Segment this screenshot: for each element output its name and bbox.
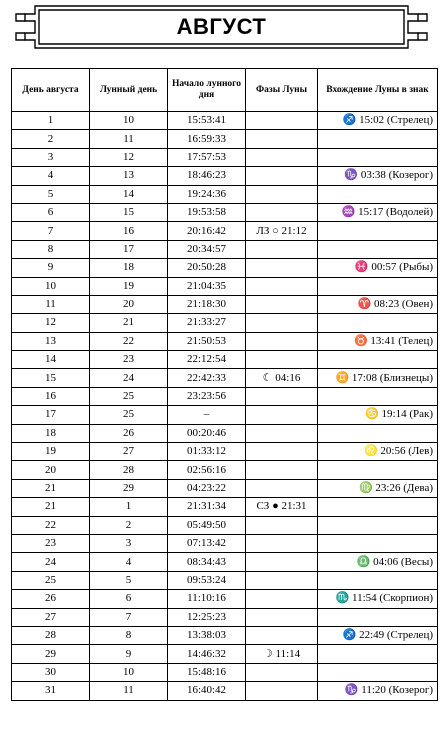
cell-start-time: 17:57:53 [168,148,246,166]
cell-sign-entry: ♑ 11:20 (Козерог) [318,682,438,700]
cell-moon-phase [246,148,318,166]
cell-day: 6 [12,203,90,221]
cell-day: 8 [12,240,90,258]
table-row [12,608,438,626]
cell-moon-phase [246,167,318,185]
cell-lunar-day: 22 [90,332,168,350]
cell-moon-phase [246,590,318,608]
cell-moon-phase [246,277,318,295]
table-row [12,498,438,516]
table-row [12,130,438,148]
cell-sign-entry [318,130,438,148]
cell-day: 1 [12,112,90,130]
table-row [12,222,438,240]
cell-sign-entry [318,424,438,442]
table-row [12,277,438,295]
cell-moon-phase [246,424,318,442]
cell-lunar-day: 2 [90,516,168,534]
table-row [12,351,438,369]
cell-lunar-day: 21 [90,314,168,332]
cell-sign-entry [318,498,438,516]
cell-moon-phase [246,203,318,221]
table-row [12,332,438,350]
cell-sign-entry: ♋ 19:14 (Рак) [318,406,438,424]
cell-day: 9 [12,259,90,277]
cell-day: 24 [12,553,90,571]
cell-sign-entry [318,314,438,332]
cell-moon-phase [246,682,318,700]
table-row [12,682,438,700]
cell-sign-entry: ♊ 17:08 (Близнецы) [318,369,438,387]
cell-sign-entry [318,461,438,479]
cell-moon-phase [246,571,318,589]
cell-day: 17 [12,406,90,424]
cell-lunar-day: 7 [90,608,168,626]
cell-lunar-day: 6 [90,590,168,608]
cell-day: 25 [12,571,90,589]
cell-sign-entry: ♎ 04:06 (Весы) [318,553,438,571]
cell-moon-phase [246,185,318,203]
table-row [12,295,438,313]
cell-day: 19 [12,443,90,461]
cell-day: 4 [12,167,90,185]
cell-sign-entry: ♒ 15:17 (Водолей) [318,203,438,221]
cell-day: 10 [12,277,90,295]
cell-day: 3 [12,148,90,166]
table-row [12,645,438,663]
cell-moon-phase [246,240,318,258]
cell-sign-entry [318,571,438,589]
cell-day: 21 [12,498,90,516]
table-row [12,479,438,497]
cell-day: 27 [12,608,90,626]
cell-day: 13 [12,332,90,350]
table-row [12,461,438,479]
cell-start-time: 07:13:42 [168,534,246,552]
cell-start-time: 12:25:23 [168,608,246,626]
table-header-row [12,69,438,112]
table-row [12,663,438,681]
cell-sign-entry [318,534,438,552]
cell-moon-phase: СЗ ● 21:31 [246,498,318,516]
cell-sign-entry: ♈ 08:23 (Овен) [318,295,438,313]
cell-day: 22 [12,516,90,534]
table-row [12,571,438,589]
cell-start-time: 20:50:28 [168,259,246,277]
cell-start-time: 22:42:33 [168,369,246,387]
cell-lunar-day: 1 [90,498,168,516]
cell-sign-entry: ♑ 03:38 (Козерог) [318,167,438,185]
cell-sign-entry [318,240,438,258]
cell-day: 2 [12,130,90,148]
cell-sign-entry [318,277,438,295]
cell-sign-entry: ♉ 13:41 (Телец) [318,332,438,350]
cell-lunar-day: 23 [90,351,168,369]
cell-start-time: 20:16:42 [168,222,246,240]
cell-lunar-day: 26 [90,424,168,442]
cell-start-time: 21:18:30 [168,295,246,313]
cell-start-time: 15:48:16 [168,663,246,681]
cell-moon-phase [246,130,318,148]
cell-day: 20 [12,461,90,479]
cell-day: 28 [12,626,90,644]
cell-sign-entry [318,387,438,405]
cell-moon-phase [246,534,318,552]
cell-lunar-day: 20 [90,295,168,313]
cell-moon-phase [246,295,318,313]
cell-lunar-day: 18 [90,259,168,277]
cell-lunar-day: 27 [90,443,168,461]
moon-calendar-table [11,68,438,701]
cell-sign-entry [318,148,438,166]
cell-start-time: 04:23:22 [168,479,246,497]
cell-sign-entry: ♓ 00:57 (Рыбы) [318,259,438,277]
cell-sign-entry [318,351,438,369]
cell-start-time: 14:46:32 [168,645,246,663]
cell-day: 30 [12,663,90,681]
cell-moon-phase [246,663,318,681]
cell-start-time: 05:49:50 [168,516,246,534]
cell-sign-entry [318,516,438,534]
cell-sign-entry [318,608,438,626]
cell-start-time: 19:24:36 [168,185,246,203]
cell-start-time: 23:23:56 [168,387,246,405]
cell-moon-phase [246,553,318,571]
cell-start-time: 15:53:41 [168,112,246,130]
table-row [12,516,438,534]
cell-moon-phase: ЛЗ ○ 21:12 [246,222,318,240]
cell-start-time: 02:56:16 [168,461,246,479]
cell-start-time: 16:59:33 [168,130,246,148]
cell-lunar-day: 11 [90,130,168,148]
cell-moon-phase [246,314,318,332]
cell-lunar-day: 13 [90,167,168,185]
cell-day: 18 [12,424,90,442]
cell-day: 29 [12,645,90,663]
header-day: День августа [12,69,90,112]
cell-start-time: 22:12:54 [168,351,246,369]
cell-day: 11 [12,295,90,313]
cell-start-time: 21:31:34 [168,498,246,516]
table-row [12,406,438,424]
cell-lunar-day: 4 [90,553,168,571]
cell-day: 31 [12,682,90,700]
table-row [12,259,438,277]
header-phase: Фазы Луны [246,69,318,112]
header-sign: Вхождение Луны в знак [318,69,438,112]
cell-moon-phase [246,479,318,497]
cell-lunar-day: 12 [90,148,168,166]
cell-start-time: 20:34:57 [168,240,246,258]
cell-lunar-day: 10 [90,112,168,130]
cell-moon-phase [246,351,318,369]
cell-lunar-day: 8 [90,626,168,644]
cell-day: 16 [12,387,90,405]
cell-sign-entry: ♐ 22:49 (Стрелец) [318,626,438,644]
table-row [12,203,438,221]
table-row [12,534,438,552]
cell-lunar-day: 28 [90,461,168,479]
cell-lunar-day: 24 [90,369,168,387]
cell-moon-phase [246,112,318,130]
cell-moon-phase [246,259,318,277]
table-row [12,167,438,185]
table-row [12,424,438,442]
cell-start-time: 08:34:43 [168,553,246,571]
cell-moon-phase [246,626,318,644]
cell-lunar-day: 10 [90,663,168,681]
cell-start-time: 18:46:23 [168,167,246,185]
cell-lunar-day: 11 [90,682,168,700]
cell-lunar-day: 15 [90,203,168,221]
table-row [12,626,438,644]
table-row [12,369,438,387]
cell-start-time: 16:40:42 [168,682,246,700]
cell-sign-entry: ♌ 20:56 (Лев) [318,443,438,461]
cell-start-time: 11:10:16 [168,590,246,608]
cell-start-time: 09:53:24 [168,571,246,589]
cell-start-time: 21:04:35 [168,277,246,295]
cell-moon-phase: ☽ 11:14 [246,645,318,663]
cell-moon-phase [246,516,318,534]
table-row [12,240,438,258]
cell-moon-phase: ☾ 04:16 [246,369,318,387]
cell-moon-phase [246,332,318,350]
table-row [12,590,438,608]
cell-lunar-day: 5 [90,571,168,589]
cell-start-time: 00:20:46 [168,424,246,442]
cell-lunar-day: 14 [90,185,168,203]
cell-sign-entry: ♏ 11:54 (Скорпион) [318,590,438,608]
cell-moon-phase [246,461,318,479]
cell-start-time: 21:33:27 [168,314,246,332]
cell-day: 7 [12,222,90,240]
cell-day: 23 [12,534,90,552]
cell-day: 15 [12,369,90,387]
cell-sign-entry [318,663,438,681]
cell-moon-phase [246,387,318,405]
header-lunar-day: Лунный день [90,69,168,112]
cell-lunar-day: 25 [90,406,168,424]
title-banner [13,4,430,50]
cell-lunar-day: 19 [90,277,168,295]
table-row [12,185,438,203]
table-row [12,553,438,571]
cell-sign-entry [318,222,438,240]
cell-start-time: 21:50:53 [168,332,246,350]
header-start: Начало лунного дня [168,69,246,112]
cell-start-time: – [168,406,246,424]
cell-lunar-day: 25 [90,387,168,405]
table-row [12,443,438,461]
cell-sign-entry: ♐ 15:02 (Стрелец) [318,112,438,130]
table-row [12,148,438,166]
cell-day: 26 [12,590,90,608]
cell-sign-entry [318,645,438,663]
cell-start-time: 19:53:58 [168,203,246,221]
cell-day: 5 [12,185,90,203]
cell-lunar-day: 3 [90,534,168,552]
cell-lunar-day: 17 [90,240,168,258]
table-row [12,387,438,405]
cell-moon-phase [246,406,318,424]
cell-lunar-day: 29 [90,479,168,497]
page-title: АВГУСТ [176,14,267,39]
cell-moon-phase [246,608,318,626]
cell-start-time: 13:38:03 [168,626,246,644]
cell-lunar-day: 9 [90,645,168,663]
cell-start-time: 01:33:12 [168,443,246,461]
cell-day: 21 [12,479,90,497]
table-row [12,112,438,130]
table-row [12,314,438,332]
cell-sign-entry: ♍ 23:26 (Дева) [318,479,438,497]
cell-day: 14 [12,351,90,369]
cell-day: 12 [12,314,90,332]
cell-moon-phase [246,443,318,461]
cell-sign-entry [318,185,438,203]
cell-lunar-day: 16 [90,222,168,240]
